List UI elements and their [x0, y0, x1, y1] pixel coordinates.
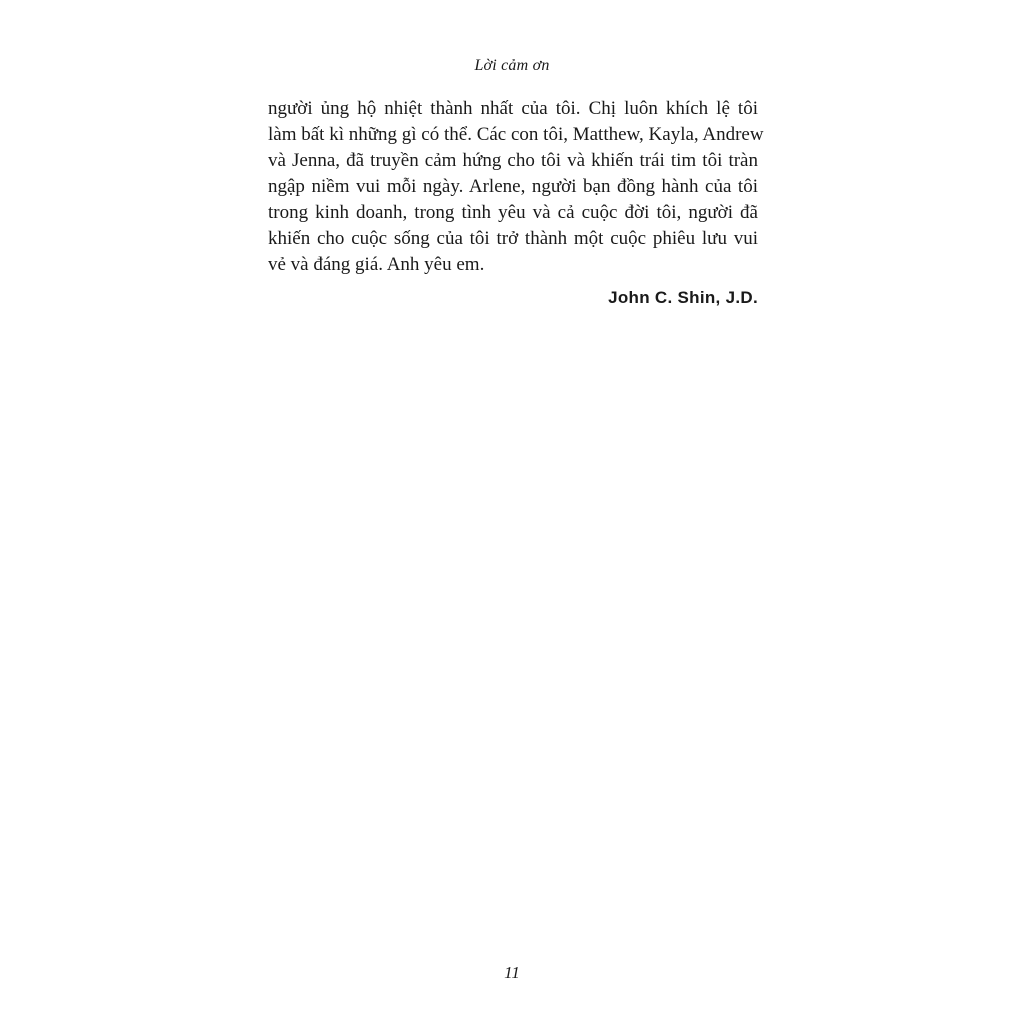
- running-header: Lời cảm ơn: [474, 57, 550, 74]
- paragraph-line: trong kinh doanh, trong tình yêu và cả cuộc đời tôi, người đã: [268, 202, 758, 223]
- body-paragraph: [268, 96, 764, 278]
- paragraph-line: ngập niềm vui mỗi ngày. Arlene, người bạn đồng hành của tôi: [268, 176, 758, 197]
- paragraph-line: làm bất kì những gì có thể. Các con tôi, Matthew, Kayla, Andrew: [268, 124, 764, 145]
- page-number: 11: [504, 963, 520, 982]
- paragraph-line: vẻ và đáng giá. Anh yêu em.: [268, 254, 485, 275]
- paragraph-line: khiến cho cuộc sống của tôi trở thành một cuộc phiêu lưu vui: [268, 228, 758, 249]
- paragraph-line: và Jenna, đã truyền cảm hứng cho tôi và khiến trái tim tôi tràn: [268, 150, 758, 171]
- paragraph-line: người ủng hộ nhiệt thành nhất của tôi. Chị luôn khích lệ tôi: [268, 98, 758, 119]
- author-signature: John C. Shin, J.D.: [608, 288, 758, 307]
